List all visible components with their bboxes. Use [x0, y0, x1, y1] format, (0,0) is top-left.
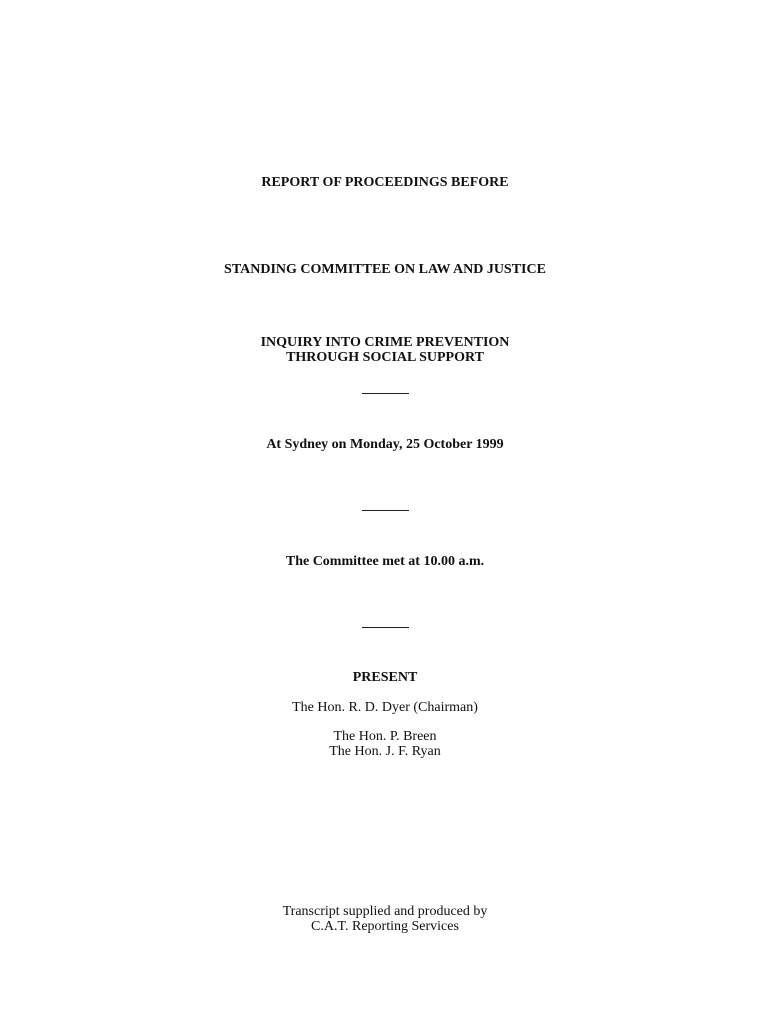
- separator-rule-1: [362, 393, 409, 394]
- separator-rule-3: [362, 627, 409, 628]
- committee-title: STANDING COMMITTEE ON LAW AND JUSTICE: [224, 262, 546, 277]
- member-chairman: The Hon. R. D. Dyer (Chairman): [292, 700, 478, 715]
- location-date: At Sydney on Monday, 25 October 1999: [266, 437, 504, 452]
- inquiry-title-line-1: INQUIRY INTO CRIME PREVENTION: [260, 335, 510, 350]
- inquiry-title-line-2: THROUGH SOCIAL SUPPORT: [286, 350, 484, 365]
- separator-rule-2: [362, 510, 409, 511]
- report-heading: REPORT OF PROCEEDINGS BEFORE: [261, 175, 509, 190]
- member-item: The Hon. J. F. Ryan: [329, 744, 441, 759]
- meeting-time: The Committee met at 10.00 a.m.: [285, 554, 485, 569]
- transcript-credit-line-1: Transcript supplied and produced by: [282, 904, 488, 919]
- present-heading: PRESENT: [352, 670, 418, 685]
- member-item: The Hon. P. Breen: [333, 729, 437, 744]
- transcript-credit-line-2: C.A.T. Reporting Services: [311, 919, 459, 934]
